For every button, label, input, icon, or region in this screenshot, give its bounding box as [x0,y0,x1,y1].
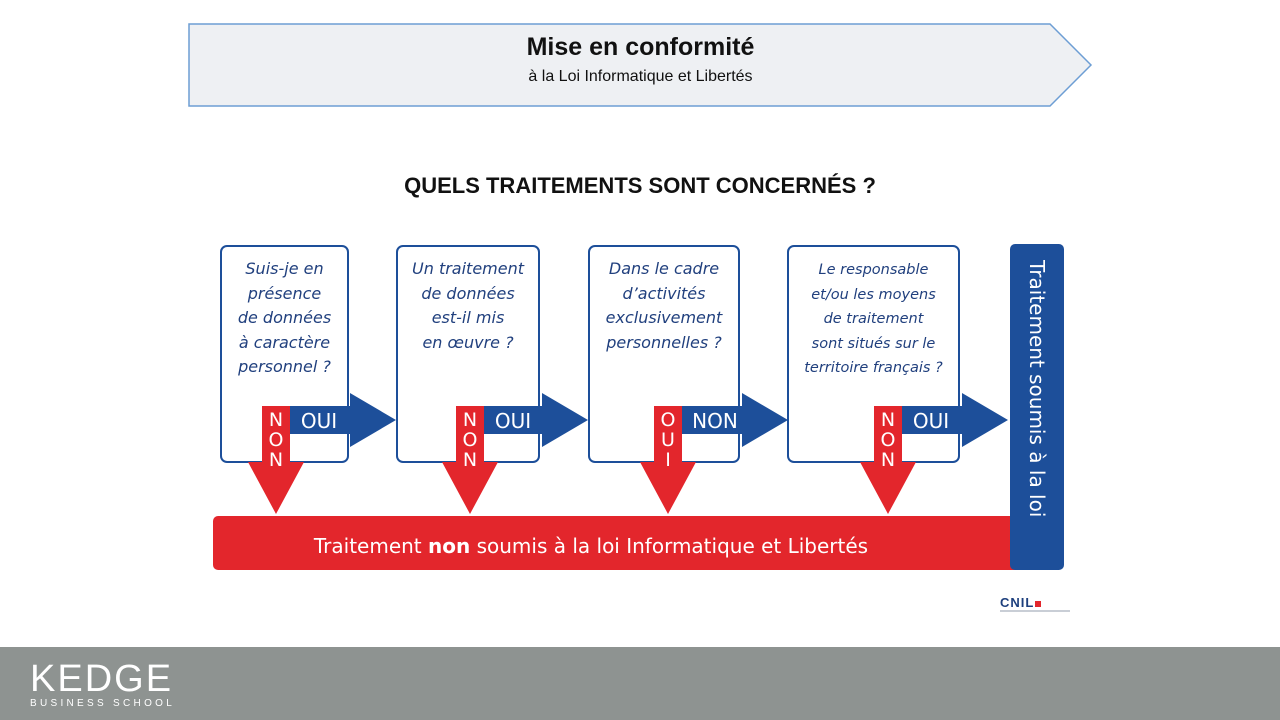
down-label-3: O U I [660,409,676,471]
banner-subtitle: à la Loi Informatique et Libertés [528,68,753,85]
footer-bar [0,647,1280,720]
banner-title: Mise en conformité [526,33,755,61]
logo-sub-text: BUSINESS SCHOOL [30,698,176,709]
cnil-underline [1000,610,1070,612]
kedge-logo [30,658,176,709]
logo-main-text: KEDGE [30,658,174,700]
cnil-logo-text: CNIL [1000,595,1035,610]
question-text-2: Un traitement de données est-il mis en œuvre ? [412,259,524,352]
section-heading: QUELS TRAITEMENTS SONT CONCERNÉS ? [404,173,876,198]
not-subject-label: Traitement non soumis à la loi Informatique et Libertés [313,534,869,558]
down-label-1: N O N [268,409,284,471]
right-label-3: NON [692,409,738,433]
down-label-2: N O N [462,409,478,471]
right-label-1: OUI [300,409,338,433]
cnil-logo [1000,595,1041,610]
down-label-4: N O N [880,409,896,471]
right-label-2: OUI [494,409,532,433]
question-text-3: Dans le cadre d’activités exclusivement personnelles ? [605,259,723,352]
question-text-1: Suis-je en présence de données à caractère personnel ? [237,259,332,376]
cnil-flag-icon [1035,601,1041,607]
subject-label: Traitement soumis à la loi [1025,260,1049,518]
right-label-4: OUI [912,409,950,433]
question-text-4: Le responsable et/ou les moyens de traitement sont situés sur le territoire français ? [804,262,943,376]
